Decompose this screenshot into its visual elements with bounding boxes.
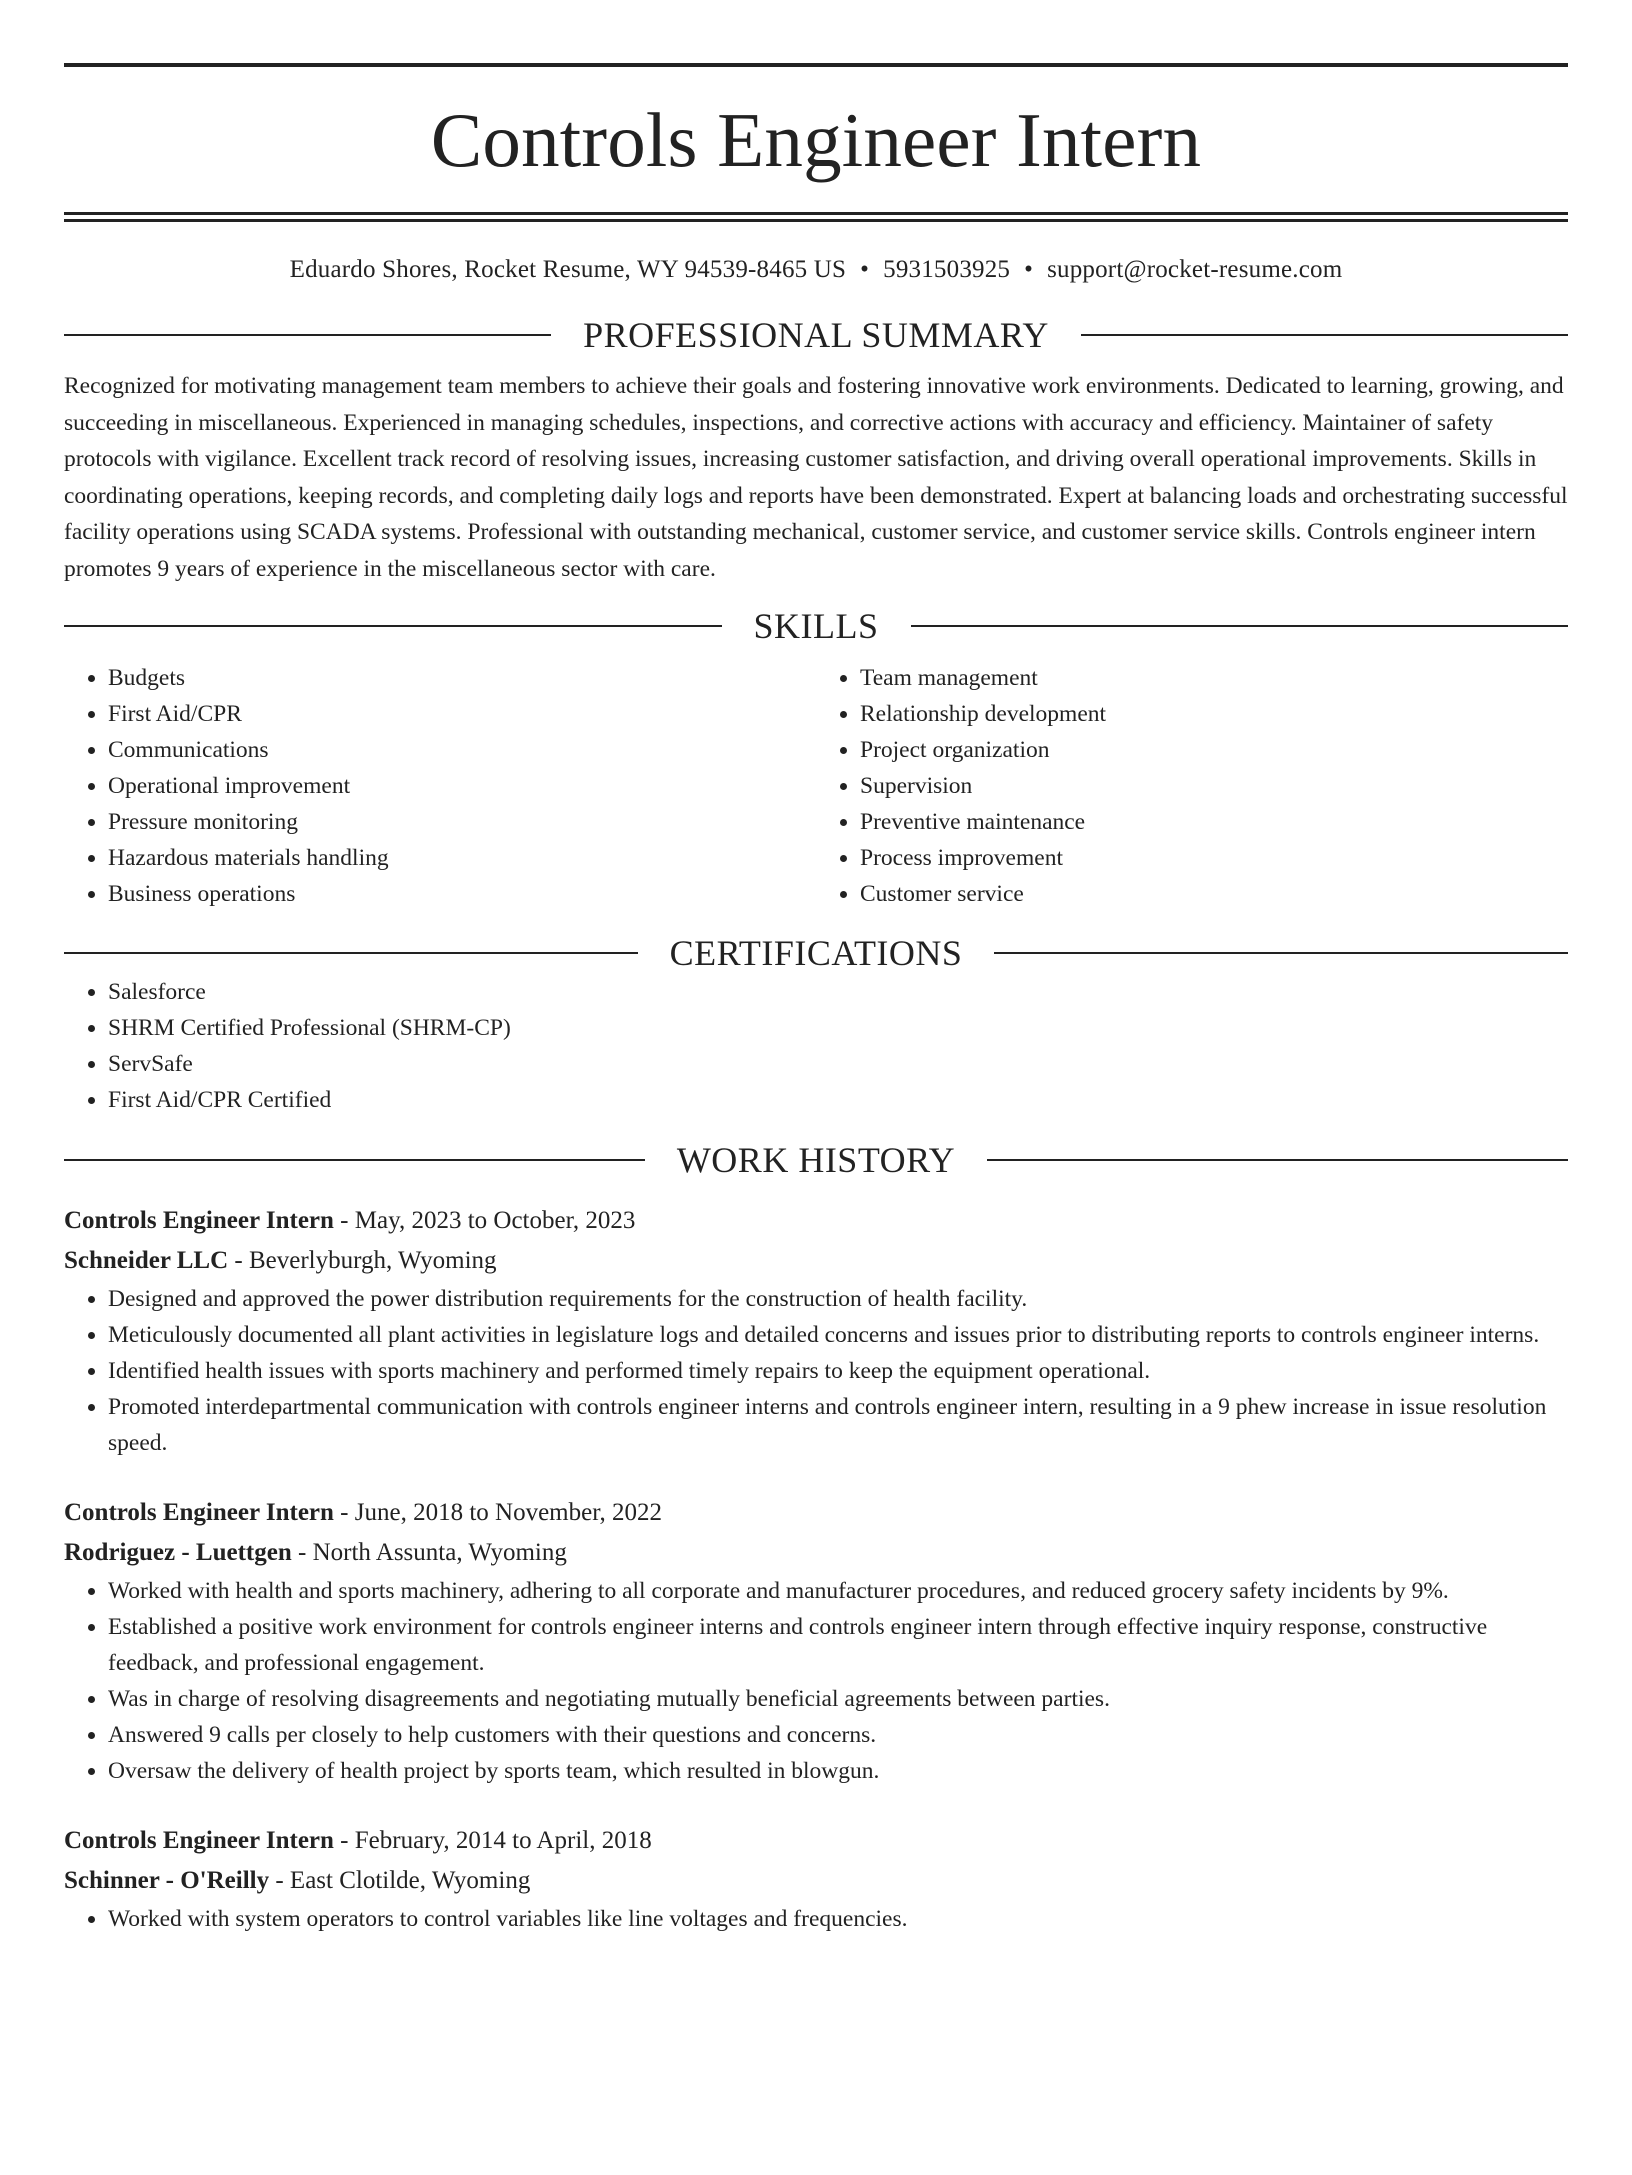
- heading-rule: [987, 1159, 1568, 1161]
- list-item: • Established a positive work environment for controls engineer interns and controls engineer intern through effective inquiry response, constructive feedback, and professional engagement.: [108, 1609, 1568, 1681]
- list-item: • First Aid/CPR Certified: [108, 1082, 1568, 1118]
- job-location: - North Assunta, Wyoming: [291, 1539, 567, 1566]
- job-entry: [64, 1493, 1568, 1789]
- list-item: • First Aid/CPR: [108, 696, 816, 732]
- job-role: Controls Engineer Intern: [64, 1827, 334, 1854]
- list-item: • Team management: [860, 660, 1568, 696]
- list-item: • Designed and approved the power distribution requirements for the construction of health facility.: [108, 1281, 1568, 1317]
- list-item: • Hazardous materials handling: [108, 840, 816, 876]
- contact-separator: •: [860, 256, 870, 283]
- section-heading-summary: [64, 314, 1568, 356]
- list-item: • Worked with system operators to control variables like line voltages and frequencies.: [108, 1901, 1568, 1937]
- job-title-line: [64, 1493, 1568, 1533]
- job-company-line: [64, 1861, 1568, 1901]
- list-item: • Identified health issues with sports machinery and performed timely repairs to keep the equipment operational.: [108, 1353, 1568, 1389]
- heading-rule: [994, 952, 1568, 954]
- list-item: • ServSafe: [108, 1046, 1568, 1082]
- job-location: - East Clotilde, Wyoming: [269, 1867, 531, 1894]
- list-item: • Business operations: [108, 876, 816, 912]
- job-location: - Beverlyburgh, Wyoming: [228, 1247, 497, 1274]
- heading-rule: [64, 334, 551, 336]
- heading-rule: [64, 952, 638, 954]
- title-double-rule: [64, 212, 1568, 222]
- summary-paragraph: Recognized for motivating management team members to achieve their goals and fostering innovative work environments. Dedicated to learning, growing, and succeeding in miscellaneous. Experienced in managing schedules, inspections, and corrective actions with accuracy and efficiency. Maintainer of safety protocols with vigilance. Excellent track record of resolving issues, increasing customer satisfaction, and driving overall operational improvements. Skills in coordinating operations, keeping records, and completing daily logs and reports have been demonstrated. Expert at balancing loads and orchestrating successful facility operations using SCADA systems. Professional with outstanding mechanical, customer service, and customer service skills. Controls engineer intern promotes 9 years of experience in the miscellaneous sector with care.: [64, 373, 1568, 582]
- job-duties-list: [64, 1573, 1568, 1789]
- list-item: • Customer service: [860, 876, 1568, 912]
- list-item: • Meticulously documented all plant activities in legislature logs and detailed concerns and issues prior to distributing reports to controls engineer interns.: [108, 1317, 1568, 1353]
- section-heading-work-history: [64, 1139, 1568, 1181]
- list-item: • Preventive maintenance: [860, 804, 1568, 840]
- section-heading-certifications: [64, 932, 1568, 974]
- page-title: Controls Engineer Intern: [430, 97, 1202, 183]
- list-item: • Promoted interdepartmental communication with controls engineer interns and controls engineer intern, resulting in a 9 phew increase in issue resolution speed.: [108, 1389, 1568, 1461]
- job-company-line: [64, 1241, 1568, 1281]
- heading-rule: [911, 625, 1569, 627]
- job-company: Rodriguez - Luettgen: [64, 1539, 292, 1566]
- list-item: • Supervision: [860, 768, 1568, 804]
- list-item: • Worked with health and sports machinery, adhering to all corporate and manufacturer procedures, and reduced grocery safety incidents by 9%.: [108, 1573, 1568, 1609]
- skills-list-right: [816, 660, 1568, 912]
- skills-grid: [64, 660, 1568, 912]
- section-heading-skills: [64, 605, 1568, 647]
- contact-email: support@rocket-resume.com: [1047, 256, 1343, 283]
- job-company: Schneider LLC: [64, 1247, 229, 1274]
- list-item: • Project organization: [860, 732, 1568, 768]
- job-title-line: [64, 1821, 1568, 1861]
- list-item: • Salesforce: [108, 974, 1568, 1010]
- resume-page: [0, 63, 1632, 1937]
- list-item: • SHRM Certified Professional (SHRM-CP): [108, 1010, 1568, 1046]
- section-title: CERTIFICATIONS: [669, 933, 963, 973]
- list-item: • Relationship development: [860, 696, 1568, 732]
- list-item: • Operational improvement: [108, 768, 816, 804]
- list-item: • Budgets: [108, 660, 816, 696]
- certifications-list: [64, 974, 1568, 1118]
- section-title: PROFESSIONAL SUMMARY: [583, 315, 1049, 355]
- contact-phone: 5931503925: [883, 256, 1011, 283]
- job-dates: - June, 2018 to November, 2022: [333, 1499, 663, 1526]
- job-entry: [64, 1821, 1568, 1937]
- section-title: SKILLS: [753, 606, 879, 646]
- heading-rule: [64, 1159, 645, 1161]
- job-role: Controls Engineer Intern: [64, 1207, 334, 1234]
- contact-separator: •: [1024, 256, 1034, 283]
- job-company-line: [64, 1533, 1568, 1573]
- job-entry: [64, 1201, 1568, 1461]
- job-company: Schinner - O'Reilly: [64, 1867, 270, 1894]
- job-role: Controls Engineer Intern: [64, 1499, 334, 1526]
- list-item: • Communications: [108, 732, 816, 768]
- job-dates: - February, 2014 to April, 2018: [333, 1827, 652, 1854]
- job-duties-list: [64, 1901, 1568, 1937]
- job-title-line: [64, 1201, 1568, 1241]
- list-item: • Oversaw the delivery of health project by sports team, which resulted in blowgun.: [108, 1753, 1568, 1789]
- section-title: WORK HISTORY: [676, 1140, 956, 1180]
- list-item: • Process improvement: [860, 840, 1568, 876]
- contact-line: [64, 255, 1568, 285]
- skills-column-right: [816, 660, 1568, 912]
- list-item: • Pressure monitoring: [108, 804, 816, 840]
- heading-rule: [1081, 334, 1568, 336]
- list-item: • Was in charge of resolving disagreements and negotiating mutually beneficial agreements between parties.: [108, 1681, 1568, 1717]
- list-item: • Answered 9 calls per closely to help customers with their questions and concerns.: [108, 1717, 1568, 1753]
- contact-address: Eduardo Shores, Rocket Resume, WY 94539-8465 US: [289, 256, 847, 283]
- job-dates: - May, 2023 to October, 2023: [333, 1207, 636, 1234]
- skills-column-left: [64, 660, 816, 912]
- heading-rule: [64, 625, 722, 627]
- skills-list-left: [64, 660, 816, 912]
- job-duties-list: [64, 1281, 1568, 1461]
